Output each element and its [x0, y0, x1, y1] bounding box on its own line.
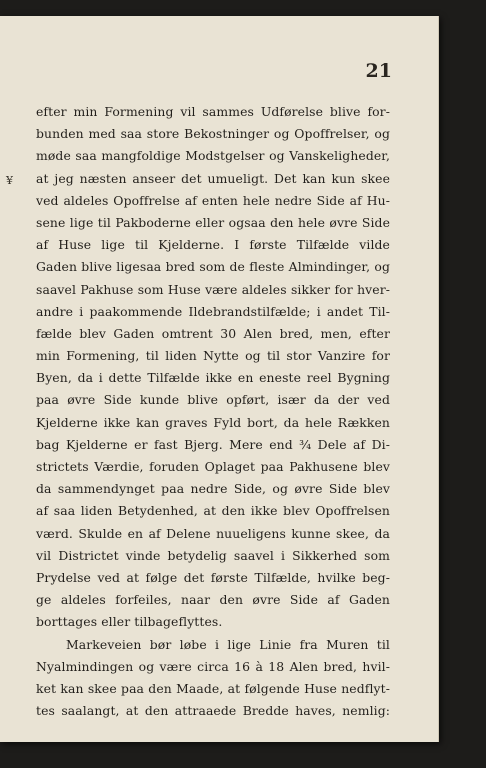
- text-line: min Formening, til liden Nytte og til stor Vanzire for: [36, 348, 390, 364]
- text-line: tes saalangt, at den attraaede Bredde haves, nemlig:: [36, 703, 390, 719]
- text-line: strictets Værdie, foruden Oplaget paa Pakhusene blev: [36, 459, 390, 474]
- text-line: Nyalmindingen og være circa 16 à 18 Alen bred, hvil-: [36, 658, 390, 674]
- text-line: ket kan skee paa den Maade, at følgende Huse nedflyt-: [36, 680, 390, 696]
- text-line: Byen, da i dette Tilfælde ikke en eneste reel Bygning: [36, 370, 390, 386]
- text-line: bag Kjelderne er fast Bjerg. Mere end ¾ Dele af Di-: [36, 436, 390, 452]
- text-line: af Huse lige til Kjelderne. I første Tilfælde vilde: [36, 237, 390, 253]
- text-line: Kjelderne ikke kan graves Fyld bort, da hele Rækken: [36, 414, 390, 430]
- text-line: andre i paakommende Ildebrandstilfælde; i andet Til-: [36, 303, 390, 319]
- text-line: Gaden blive ligesaa bred som de fleste Almindinger, og: [36, 259, 390, 275]
- text-line: Prydelse ved at følge det første Tilfælde, hvilke beg-: [36, 569, 390, 585]
- text-line: møde saa mangfoldige Modstgelser og Vanskeligheder,: [36, 148, 390, 164]
- text-line: ge aldeles forfeiles, naar den øvre Side af Gaden: [36, 592, 390, 608]
- text-line: ved aldeles Opoffrelse af enten hele nedre Side af Hu-: [36, 192, 390, 208]
- text-line: vil Districtet vinde betydelig saavel i Sikkerhed som: [36, 547, 390, 563]
- text-line: saavel Pakhuse som Huse være aldeles sikker for hver-: [36, 281, 390, 297]
- page-number: 21: [365, 60, 392, 82]
- text-line: Markeveien bør løbe i lige Linie fra Muren til: [66, 636, 390, 652]
- text-line: efter min Formening vil sammes Udførelse blive for-: [36, 104, 390, 119]
- text-line: at jeg næsten anseer det umueligt. Det kan kun skee: [36, 170, 390, 186]
- text-line: sene lige til Pakboderne eller ogsaa den hele øvre Side: [36, 214, 390, 230]
- book-page: [0, 16, 439, 742]
- text-line: da sammendynget paa nedre Side, og øvre Side blev: [36, 481, 390, 497]
- margin-mark: ¥: [6, 174, 13, 187]
- text-line: borttages eller tilbageflyttes.: [36, 614, 223, 630]
- text-line: af saa liden Betydenhed, at den ikke blev Opoffrelsen: [36, 503, 390, 519]
- text-line: værd. Skulde en af Delene nuueligens kunne skee, da: [36, 525, 390, 541]
- body-text: [36, 101, 390, 722]
- text-line: paa øvre Side kunde blive opført, især da der ved: [36, 392, 390, 408]
- text-line: bunden med saa store Bekostninger og Opoffrelser, og: [36, 126, 390, 142]
- text-line: fælde blev Gaden omtrent 30 Alen bred, men, efter: [36, 325, 390, 341]
